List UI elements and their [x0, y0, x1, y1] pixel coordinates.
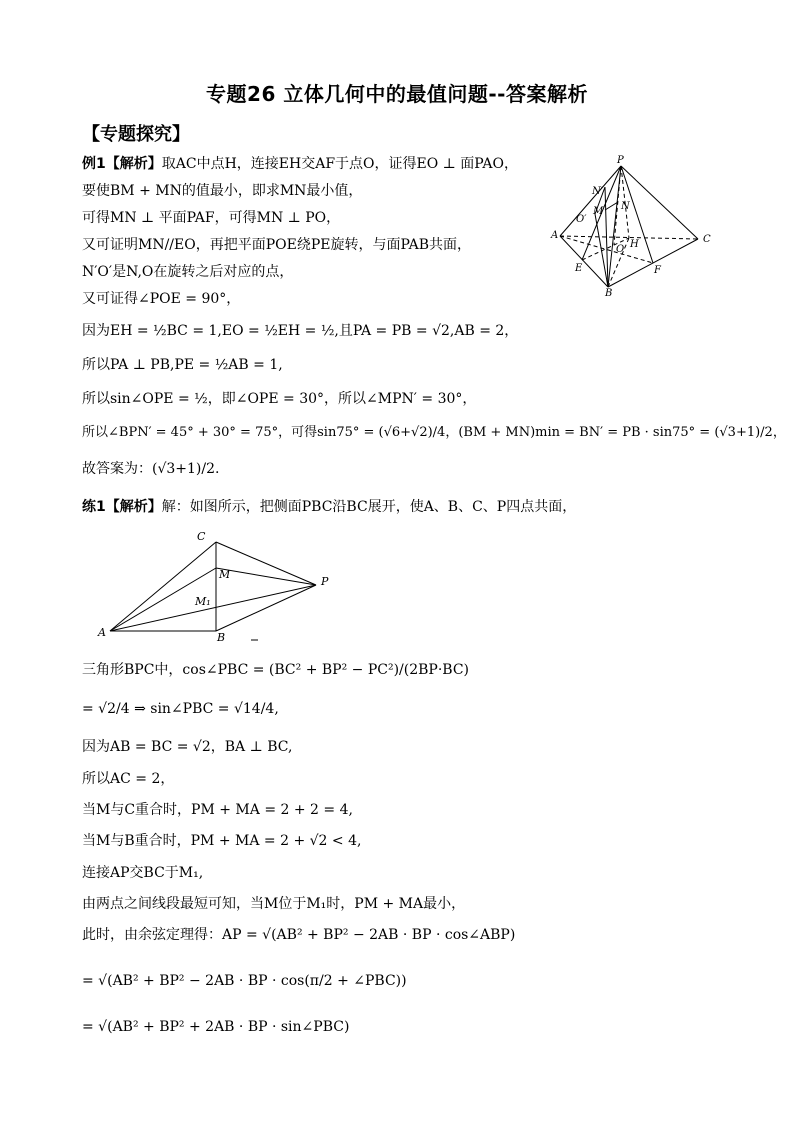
pr1-line-10: 此时，由余弦定理得：AP = √(AB² + BP² − 2AB · BP · cos∠ABP) [82, 927, 516, 943]
label-A: A [551, 230, 559, 241]
ex1-line-9: 所以sin∠OPE = ½，即∠OPE = 30°，所以∠MPN′ = 30°， [82, 391, 477, 407]
ex1-line-2: 要使BM + MN的值最小，即求MN最小值， [82, 183, 363, 199]
edge-PB [608, 166, 621, 287]
label-B: B [605, 288, 613, 297]
ex1-line-3: 可得MN ⊥ 平面PAF，可得MN ⊥ PO， [82, 210, 341, 226]
label-E: E [575, 263, 583, 274]
ex1-line-7: 因为EH = ½BC = 1,EO = ½EH = ½,且PA = PB = √2,AB = 2， [82, 323, 519, 339]
label-O: O [616, 244, 625, 255]
ex1-line-10: 所以∠BPN′ = 45° + 30° = 75°，可得sin75° = (√6+√2)/4，(BM + MN)min = BN′ = PB · sin75° = (√3+1)/2， [82, 425, 786, 440]
label-M1: M₁ [195, 595, 211, 608]
pr1-line-2: 三角形BPC中，cos∠PBC = (BC² + BP² − PC²)/(2BP·BC) [82, 662, 470, 678]
label-M: M [593, 206, 604, 217]
ex1-line-8: 所以PA ⊥ PB,PE = ½AB = 1, [82, 357, 283, 373]
label-A: A [98, 626, 106, 639]
ex1-line-1 [82, 155, 518, 173]
label-H: H [630, 239, 639, 250]
label-P: P [321, 575, 329, 588]
label-F: F [654, 265, 661, 276]
label-N1: N′ [592, 186, 604, 197]
ex1-line-4: 又可证明MN//EO，再把平面POE绕PE旋转，与面PAB共面， [82, 237, 472, 253]
pr1-line-3: = √2/4 ⇒ sin∠PBC = √14/4, [82, 701, 279, 717]
page-title: 专题26 立体几何中的最值问题--答案解析 [206, 82, 588, 106]
pr1-line-1 [82, 498, 576, 516]
pr1-line-11: = √(AB² + BP² − 2AB · BP · cos(π/2 + ∠PBC)) [82, 973, 407, 989]
pr1-text-1: 解：如图所示，把侧面PBC沿BC展开，使A、B、C、P四点共面， [161, 499, 577, 515]
ex1-line-11: 故答案为：(√3+1)/2. [82, 461, 220, 477]
pr1-line-5: 所以AC = 2， [82, 771, 175, 787]
label-B: B [217, 631, 226, 644]
segment-CP [216, 542, 316, 585]
pr1-line-7: 当M与B重合时，PM + MA = 2 + √2 < 4, [82, 833, 362, 849]
pr1-label: 练1【解析】 [82, 499, 162, 515]
ex1-line-6: 又可证得∠POE = 90°， [82, 291, 241, 307]
ex1-label: 例1【解析】 [82, 156, 162, 172]
label-N: N [621, 201, 630, 212]
label-C: C [703, 234, 711, 245]
pr1-line-4: 因为AB = BC = √2，BA ⊥ BC, [82, 739, 293, 755]
unfolded-figure [95, 528, 340, 646]
pr1-line-12: = √(AB² + BP² + 2AB · BP · sin∠PBC) [82, 1019, 350, 1035]
segment-AC [110, 542, 216, 631]
segment-AP [110, 585, 316, 631]
pr1-line-6: 当M与C重合时，PM + MA = 2 + 2 = 4, [82, 802, 353, 818]
edge-PA [560, 166, 621, 236]
label-C: C [197, 530, 206, 543]
pr1-line-8: 连接AP交BC于M₁, [82, 865, 204, 881]
edge-AB [560, 236, 608, 287]
label-O1: O′ [576, 214, 587, 225]
label-P: P [617, 155, 624, 166]
ex1-line-5: N′O′是N,O在旋转之后对应的点， [82, 264, 294, 280]
label-M: M [219, 568, 231, 581]
segment-MP [216, 568, 316, 585]
ex1-text-1: 取AC中点H，连接EH交AF于点O，证得EO ⊥ 面PAO， [161, 156, 518, 172]
segment-BP [216, 585, 316, 631]
section-heading: 【专题探究】 [82, 124, 190, 145]
pyramid-figure [548, 152, 718, 297]
pr1-line-9: 由两点之间线段最短可知，当M位于M₁时，PM + MA最小， [82, 896, 466, 912]
